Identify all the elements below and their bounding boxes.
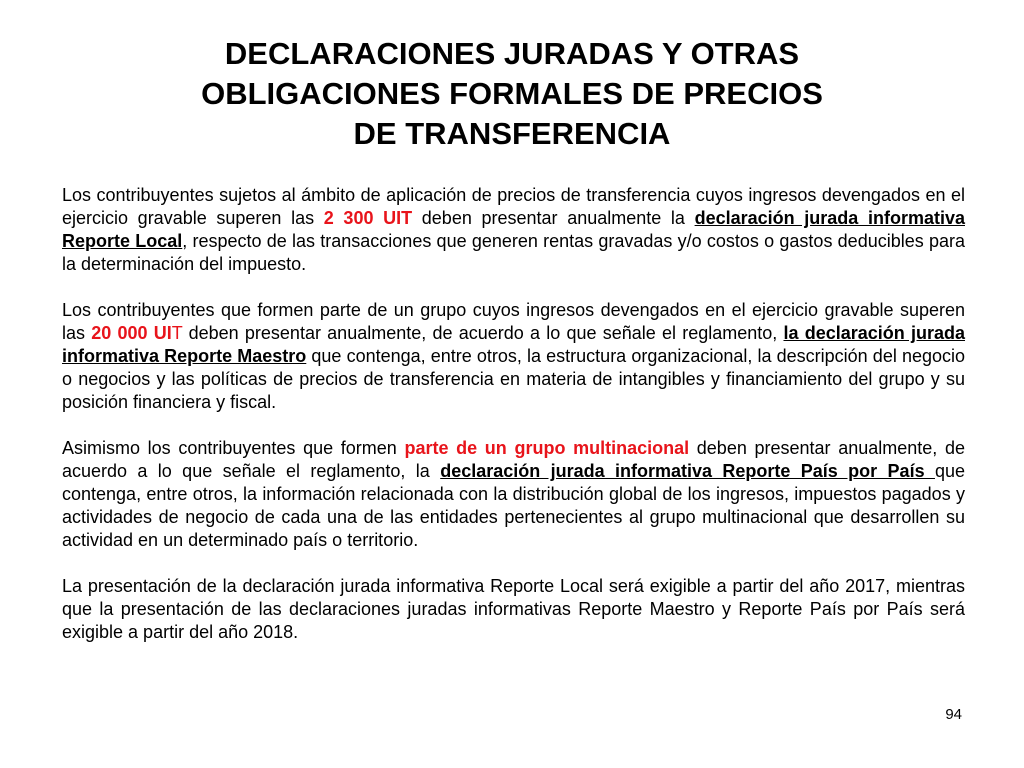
p2-text-2: deben presentar anualmente, de acuerdo a lo que señale el reglamento,	[182, 323, 784, 343]
slide-title	[112, 34, 912, 154]
body-text	[62, 184, 965, 667]
p2-threshold-highlight-tail: T	[171, 323, 183, 343]
p1-reporte-local-emphasis: declaración jurada informativa Reporte Local	[62, 208, 965, 251]
p1-threshold-highlight: 2 300 UIT	[323, 208, 413, 228]
page-number: 94	[945, 706, 962, 723]
p3-reporte-pais-emphasis: declaración jurada informativa Reporte País por País	[440, 461, 935, 481]
paragraph-exigibilidad	[62, 575, 965, 644]
p2-reporte-maestro-emphasis: la declaración jurada informativa Reporte Maestro	[62, 323, 966, 366]
paragraph-reporte-local	[62, 184, 965, 276]
p4-text-1: La presentación de la declaración jurada informativa Reporte Local será exigible a partir del año 2017, mientras que la presentación de las declaraciones juradas informativas Reporte Maestro y Reporte País por País será exigible a partir del año 2018.	[62, 576, 965, 642]
p3-text-2: deben presentar anualmente, de acuerdo a lo que señale el reglamento, la	[62, 438, 965, 481]
p1-text-2: deben presentar anualmente la	[412, 208, 695, 228]
title-line-3: DE TRANSFERENCIA	[353, 116, 671, 151]
p1-text-3: , respecto de las transacciones que generen rentas gravadas y/o costos o gastos deducibles para la determinación del impuesto.	[62, 231, 965, 274]
paragraph-reporte-pais	[62, 437, 965, 552]
p3-multinational-highlight: parte de un grupo multinacional	[404, 438, 690, 458]
paragraph-reporte-maestro	[62, 299, 965, 414]
title-line-1: DECLARACIONES JURADAS Y OTRAS	[224, 36, 800, 71]
p3-text-3: que contenga, entre otros, la información relacionada con la distribución global de los ingresos, impuestos pagados y actividades de negocio de cada una de las entidades pertenecientes al grupo multinacional que desarrollen su actividad en un determinado país o territorio.	[62, 461, 966, 550]
p1-text-1: Los contribuyentes sujetos al ámbito de aplicación de precios de transferencia cuyos ingresos devengados en el ejercicio gravable superen las	[62, 185, 965, 228]
p2-threshold-highlight: 20 000 UI	[91, 323, 172, 343]
p2-text-1: Los contribuyentes que formen parte de un grupo cuyos ingresos devengados en el ejercicio gravable superen las	[62, 300, 965, 343]
p2-text-3: que contenga, entre otros, la estructura organizacional, la descripción del negocio o negocios y las políticas de precios de transferencia en materia de intangibles y financiamiento del grupo y su posición financiera y fiscal.	[62, 346, 965, 412]
p3-text-1: Asimismo los contribuyentes que formen	[62, 438, 405, 458]
title-line-2: OBLIGACIONES FORMALES DE PRECIOS	[201, 76, 823, 111]
